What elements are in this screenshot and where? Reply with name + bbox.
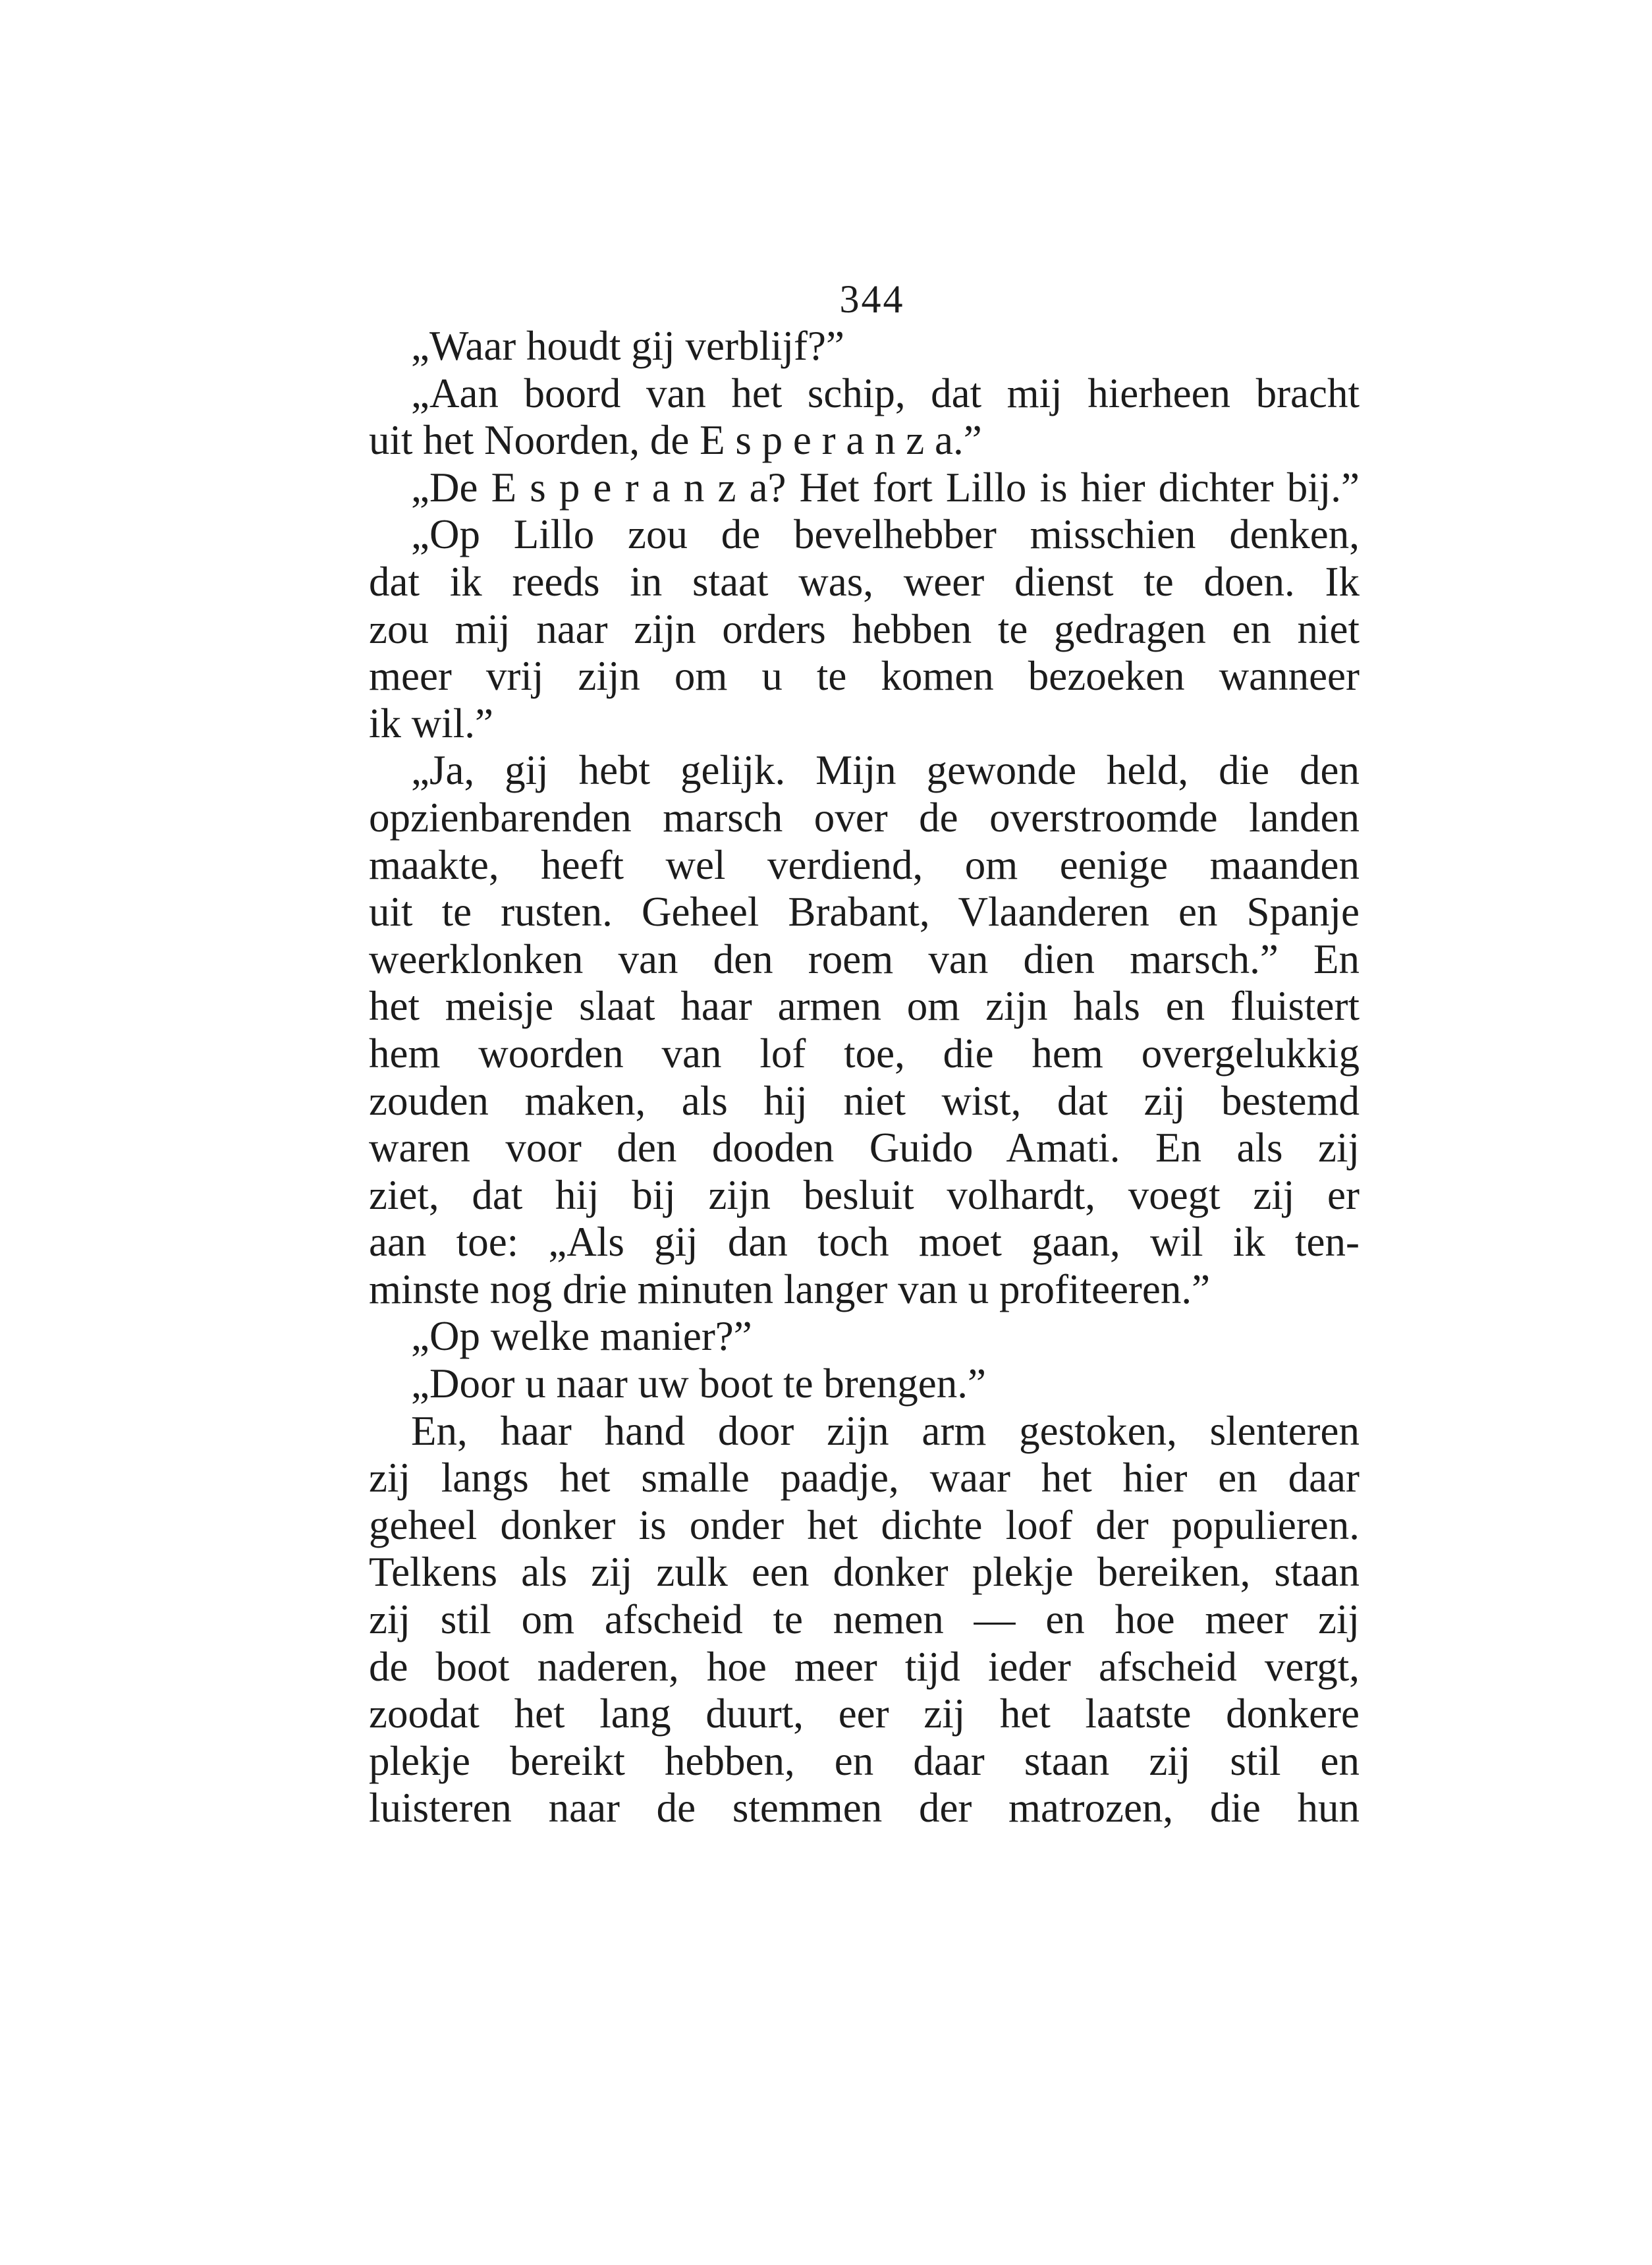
text-line: zoodat het lang duurt, eer zij het laatste donkere (369, 1691, 1360, 1737)
text-line: zij stil om afscheid te nemen — en hoe meer zij (369, 1596, 1360, 1643)
text-line: ik wil.” (369, 700, 493, 746)
text-line: uit het Noorden, de E s p e r a n z a.” (369, 417, 982, 464)
text-line: „Op welke manier?” (411, 1313, 752, 1360)
text-line: „Aan boord van het schip, dat mij hierheen bracht (411, 370, 1360, 416)
text-line: „Op Lillo zou de bevelhebber misschien denken, (411, 511, 1360, 558)
text-line: maakte, heeft wel verdiend, om eenige maanden (369, 841, 1360, 888)
text-line: dat ik reeds in staat was, weer dienst te doen. Ik (369, 558, 1360, 605)
text-line: zouden maken, als hij niet wist, dat zij bestemd (369, 1077, 1360, 1124)
text-line: geheel donker is onder het dichte loof der populieren. (369, 1501, 1360, 1548)
text-line: minste nog drie minuten langer van u profiteeren.” (369, 1266, 1211, 1312)
text-line: „Waar houdt gij verblijf?” (411, 323, 844, 369)
text-line: luisteren naar de stemmen der matrozen, die hun (369, 1785, 1360, 1832)
text-line: aan toe: „Als gij dan toch moet gaan, wil ik ten- (369, 1219, 1360, 1266)
text-line: meer vrij zijn om u te komen bezoeken wanneer (369, 653, 1360, 700)
text-line: zou mij naar zijn orders hebben te gedragen en niet (369, 605, 1360, 652)
text-line: „Ja, gij hebt gelijk. Mijn gewonde held, die den (411, 747, 1360, 794)
text-line: zij langs het smalle paadje, waar het hier en daar (369, 1455, 1360, 1501)
body-text (369, 323, 1360, 1832)
text-line: het meisje slaat haar armen om zijn hals en fluistert (369, 983, 1360, 1030)
text-line: Telkens als zij zulk een donker plekje bereiken, staan (369, 1549, 1360, 1596)
text-line: opzienbarenden marsch over de overstroomde landen (369, 794, 1360, 841)
text-line: ziet, dat hij bij zijn besluit volhardt, voegt zij er (369, 1171, 1360, 1218)
page-number: 344 (839, 277, 905, 321)
text-line: „Door u naar uw boot te brengen.” (411, 1360, 986, 1407)
text-line: de boot naderen, hoe meer tijd ieder afscheid vergt, (369, 1643, 1360, 1690)
text-line: En, haar hand door zijn arm gestoken, slenteren (411, 1407, 1360, 1454)
text-line: weerklonken van den roem van dien marsch.” En (369, 936, 1360, 982)
text-line: plekje bereikt hebben, en daar staan zij stil en (369, 1737, 1360, 1784)
text-line: „De E s p e r a n z a? Het fort Lillo is hier dichter bij.” (411, 464, 1360, 511)
text-line: uit te rusten. Geheel Brabant, Vlaanderen en Spanje (369, 889, 1360, 936)
text-line: waren voor den dooden Guido Amati. En als zij (369, 1125, 1360, 1171)
text-line: hem woorden van lof toe, die hem overgelukkig (369, 1030, 1360, 1077)
